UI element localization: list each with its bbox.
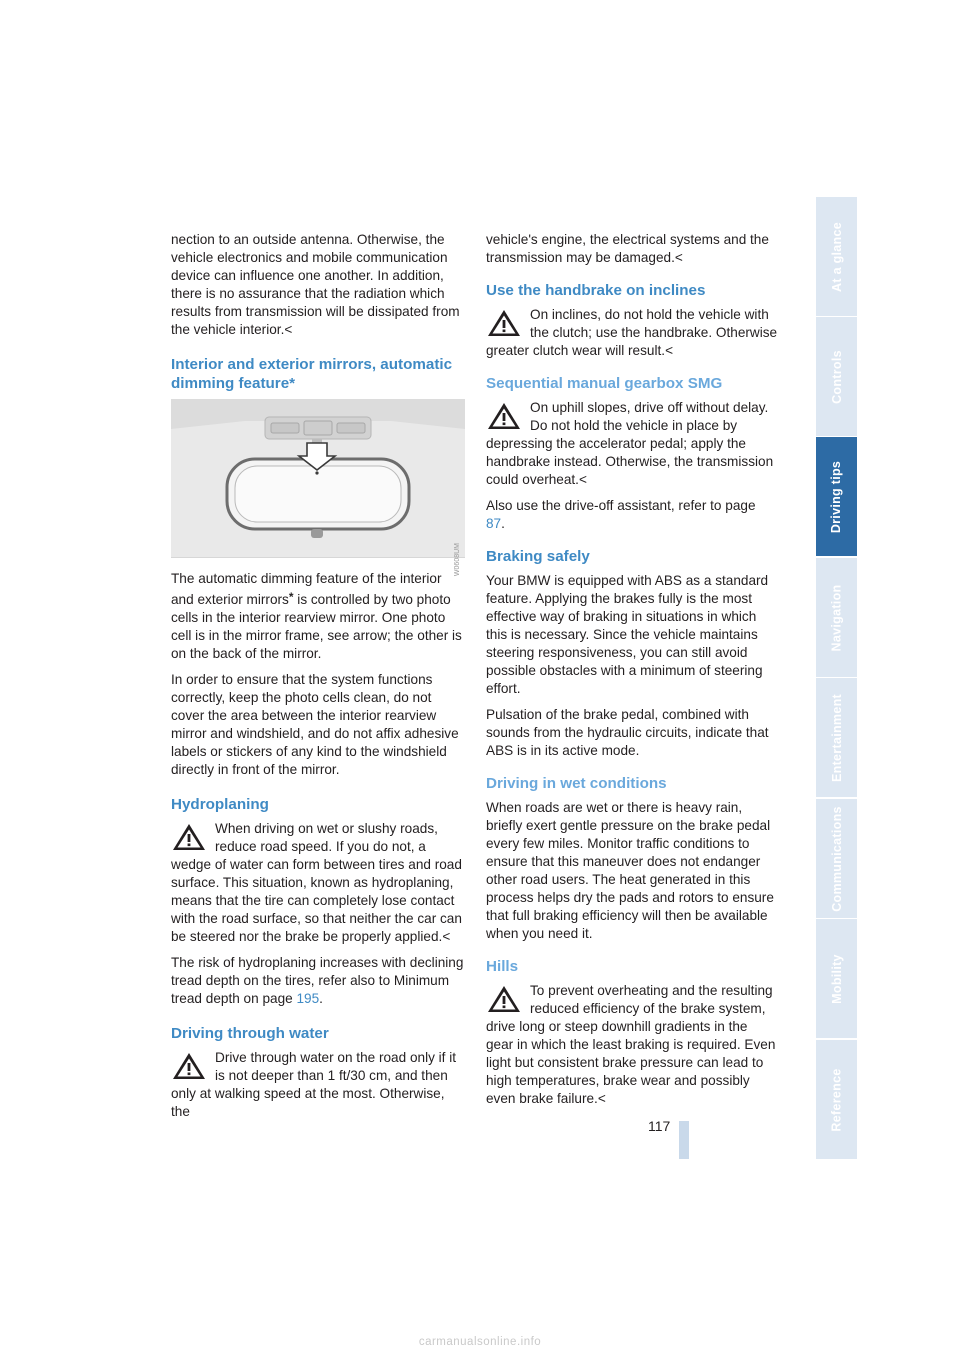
page-number-bar — [679, 1121, 689, 1159]
braking-paragraph-1: Your BMW is equipped with ABS as a standard feature. Applying the brakes fully is the most effective way of braking in situations in which this is necessary. Since the vehicle maintains steering responsiveness, you can still avoid possible obstacles with a minimum of steering effort. — [486, 573, 769, 696]
rearview-mirror-figure — [171, 399, 465, 577]
tab-navigation[interactable]: Navigation — [816, 558, 857, 677]
braking-heading: Braking safely — [486, 548, 590, 565]
smg-heading: Sequential manual gearbox SMG — [486, 375, 723, 392]
page-link-195[interactable]: 195 — [296, 991, 320, 1006]
warning-icon — [486, 401, 522, 431]
hydroplaning-heading: Hydroplaning — [171, 796, 269, 813]
watermark: carmanualsonline.info — [418, 1336, 542, 1348]
chapter-tabs — [816, 197, 857, 1160]
figure-code: W0608UM — [454, 543, 461, 577]
hydroplaning-warning: When driving on wet or slushy roads, reduce road speed. If you do not, a wedge of water can form between tires and road surface. This situation, known as hydroplaning, means that the tire can completely lose contact with the road surface, so that neither the car can be steered nor the brake be properly applied.< — [171, 821, 462, 944]
tab-at-a-glance[interactable]: At a glance — [816, 197, 857, 316]
hills-warning: To prevent overheating and the resulting reduced efficiency of the brake system, drive long or steep downhill gradients in the gear in which the least braking is required. Even light but consistent brake pressure can lead to high temperatures, brake wear and possibly even brake failure.< — [486, 983, 776, 1106]
warning-icon — [486, 308, 522, 338]
page-link-87[interactable]: 87 — [486, 516, 502, 531]
handbrake-warning: On inclines, do not hold the vehicle with the clutch; use the handbrake. Otherwise greater clutch wear will result.< — [486, 307, 778, 358]
hills-heading: Hills — [486, 958, 519, 975]
hydroplaning-paragraph: The risk of hydroplaning increases with declining tread depth on the tires, refer also to Minimum tread depth on page 195. — [171, 955, 464, 1006]
wet-paragraph: When roads are wet or there is heavy rain, briefly exert gentle pressure on the brake pedal every few miles. Monitor traffic conditions to ensure that this maneuver does not endanger other road users. The heat generated in this process helps dry the pads and rotors to ensure that full braking efficiency will then be available when you need it. — [486, 800, 774, 941]
left-column — [171, 231, 465, 1129]
tab-communications[interactable]: Communications — [816, 799, 857, 918]
tab-mobility[interactable]: Mobility — [816, 919, 857, 1038]
smg-paragraph: Also use the drive-off assistant, refer to page 87. — [486, 498, 756, 531]
tab-controls[interactable]: Controls — [816, 317, 857, 436]
warning-icon — [171, 822, 207, 852]
tab-driving-tips[interactable]: Driving tips — [816, 437, 857, 556]
warning-icon — [171, 1051, 207, 1081]
smg-warning: On uphill slopes, drive off without delay. Do not hold the vehicle in place by depressing the accelerator pedal; apply the handbrake instead. Otherwise, the transmission could overheat.< — [486, 400, 774, 487]
warning-icon — [486, 984, 522, 1014]
tab-reference[interactable]: Reference — [816, 1040, 857, 1159]
mirrors-paragraph-1: The automatic dimming feature of the interior and exterior mirrors* is controlled by two photo cells in the interior rearview mirror. One photo cell is in the mirror frame, see arrow; the other is on the back of the mirror. — [171, 571, 462, 661]
tab-entertainment[interactable]: Entertainment — [816, 678, 857, 797]
mirrors-paragraph-2: In order to ensure that the system functions correctly, keep the photo cells clean, do not cover the area between the interior rearview mirror and windshield, and do not affix adhesive labels or stickers of any kind to the windshield directly in front of the mirror. — [171, 672, 459, 777]
mirror-illustration — [171, 399, 465, 557]
right-column — [486, 231, 778, 1116]
intro-paragraph: nection to an outside antenna. Otherwise, the vehicle electronics and mobile communication device can influence one another. In addition, there is no assurance that the radiation which results from transmission will be dissipated from the vehicle interior.< — [171, 232, 460, 337]
continued-paragraph: vehicle's engine, the electrical systems and the transmission may be damaged.< — [486, 232, 769, 265]
braking-paragraph-2: Pulsation of the brake pedal, combined with sounds from the hydraulic circuits, indicate that ABS is in its active mode. — [486, 707, 769, 758]
water-heading: Driving through water — [171, 1025, 329, 1042]
mirrors-heading: Interior and exterior mirrors, automatic dimming feature* — [171, 356, 453, 392]
handbrake-heading: Use the handbrake on inclines — [486, 282, 706, 299]
water-warning: Drive through water on the road only if it is not deeper than 1 ft/30 cm, and then only at walking speed at the most. Otherwise, the — [171, 1050, 457, 1119]
wet-heading: Driving in wet conditions — [486, 775, 667, 792]
page-number: 117 — [648, 1118, 671, 1134]
